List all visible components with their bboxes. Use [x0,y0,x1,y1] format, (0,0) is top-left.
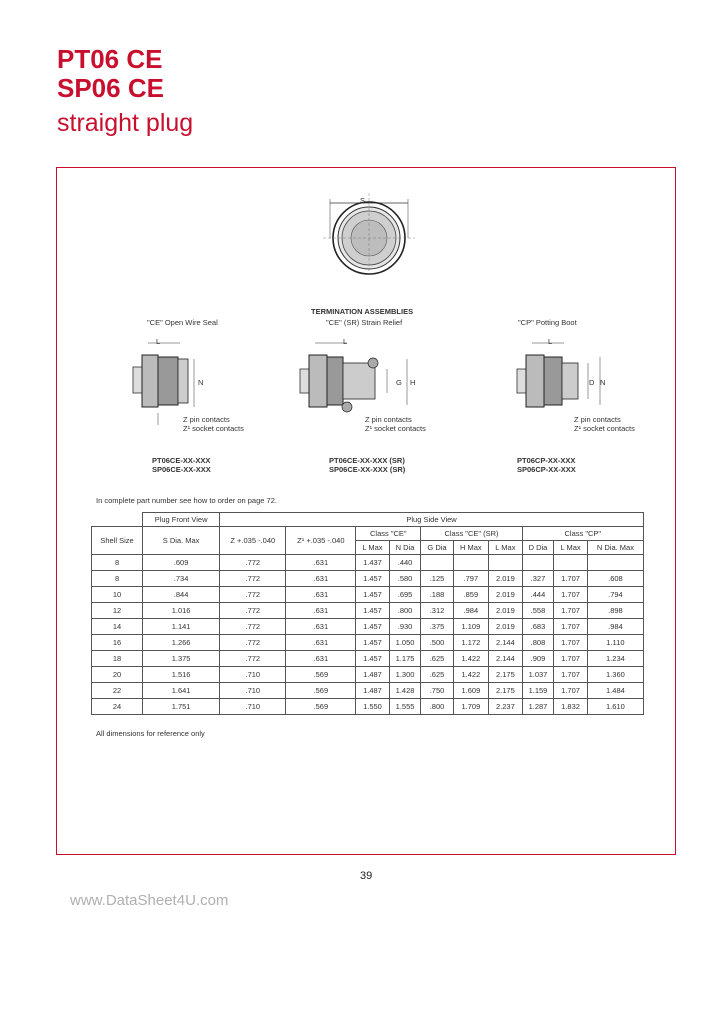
table-cell: .609 [143,555,220,571]
table-cell: 1.457 [356,651,390,667]
table-cell: 1.037 [522,667,554,683]
table-cell: 1.707 [554,587,588,603]
table-cell: 1.487 [356,683,390,699]
header-shell-size: Shell Size [92,527,143,555]
table-cell: .898 [587,603,643,619]
header-sr-l: L Max [489,541,523,555]
table-cell: 1.437 [356,555,390,571]
table-cell: 1.110 [587,635,643,651]
table-cell: 18 [92,651,143,667]
header-class-ce-sr: Class "CE" (SR) [421,527,522,541]
table-cell: .984 [453,603,489,619]
ce-part-pt: PT06CE-XX-XXX [152,456,211,465]
table-cell: 1.457 [356,603,390,619]
table-cell: 1.707 [554,651,588,667]
table-cell: .772 [220,555,286,571]
table-cell: 24 [92,699,143,715]
table-cell: .710 [220,667,286,683]
table-row [92,571,644,587]
table-cell: .558 [522,603,554,619]
ce-dim-n: N [198,378,204,387]
table-cell: 1.707 [554,619,588,635]
table-row [92,555,644,571]
table-cell [554,555,588,571]
header-plug-front: Plug Front View [143,513,220,527]
table-cell: .772 [220,619,286,635]
table-cell: 1.609 [453,683,489,699]
table-cell: 1.300 [389,667,421,683]
header-cp-l: L Max [554,541,588,555]
header-cp-d: D Dia [522,541,554,555]
table-cell: 1.422 [453,651,489,667]
table-cell: 2.175 [489,667,523,683]
table-cell: .984 [587,619,643,635]
table-row [92,635,644,651]
table-cell: .683 [522,619,554,635]
table-cell: .930 [389,619,421,635]
table-cell: 1.375 [143,651,220,667]
cp-dim-l: L [548,337,553,346]
table-row [92,683,644,699]
table-cell: 1.050 [389,635,421,651]
cp-part-sp: SP06CP-XX-XXX [517,465,576,474]
table-cell: 1.487 [356,667,390,683]
table-cell: .772 [220,635,286,651]
table-cell: 1.457 [356,619,390,635]
header-class-cp: Class "CP" [522,527,643,541]
table-cell: 1.172 [453,635,489,651]
header-cp-n: N Dia. Max [587,541,643,555]
table-cell: 1.707 [554,683,588,699]
table-cell: 10 [92,587,143,603]
front-view-drawing [318,193,418,275]
table-cell: 1.016 [143,603,220,619]
table-cell: 1.287 [522,699,554,715]
table-cell: 1.516 [143,667,220,683]
table-cell [522,555,554,571]
table-cell: .844 [143,587,220,603]
table-row [92,619,644,635]
ce-part-sp: SP06CE-XX-XXX [152,465,211,474]
ce-sr-dim-h: H [410,378,416,387]
table-cell: 2.019 [489,587,523,603]
ce-sr-part-pt: PT06CE-XX-XXX (SR) [329,456,405,465]
header-class-ce: Class "CE" [356,527,421,541]
ce-sr-dim-l: L [343,337,348,346]
table-cell: .859 [453,587,489,603]
table-cell: 1.109 [453,619,489,635]
blank-cell [92,513,143,527]
intro-text: In complete part number see how to order on page 72. [96,496,277,505]
table-cell: .750 [421,683,453,699]
label-cp: "CP" Potting Boot [518,318,577,327]
ce-sr-contacts-socket: Z¹ socket contacts [365,424,426,433]
table-cell: 14 [92,619,143,635]
table-cell: 2.019 [489,603,523,619]
table-row [92,587,644,603]
table-cell: 8 [92,555,143,571]
table-cell: 1.555 [389,699,421,715]
table-cell: 1.457 [356,587,390,603]
table-cell: 1.141 [143,619,220,635]
dimensions-table [91,512,644,715]
table-cell: 1.610 [587,699,643,715]
cp-contacts-socket: Z¹ socket contacts [574,424,635,433]
watermark: www.DataSheet4U.com [70,892,229,909]
table-cell: 1.707 [554,603,588,619]
cp-side-view-drawing [512,335,612,425]
header-plug-side: Plug Side View [220,513,644,527]
table-cell: 1.709 [453,699,489,715]
table-row [92,667,644,683]
table-cell: 1.175 [389,651,421,667]
cp-contacts-pin: Z pin contacts [574,415,621,424]
table-cell: .440 [389,555,421,571]
table-cell: .125 [421,571,453,587]
table-cell: 1.266 [143,635,220,651]
title-line-2: SP06 CE [57,73,164,103]
table-cell: .625 [421,667,453,683]
table-cell: .608 [587,571,643,587]
label-ce: "CE" Open Wire Seal [147,318,218,327]
ce-side-view-drawing [128,335,218,425]
table-cell: 1.428 [389,683,421,699]
table-cell: .500 [421,635,453,651]
table-cell: .794 [587,587,643,603]
table-cell: 1.360 [587,667,643,683]
table-cell: .444 [522,587,554,603]
table-cell: .631 [286,651,356,667]
header-ce-l: L Max [356,541,390,555]
table-cell: .625 [421,651,453,667]
table-cell: 1.641 [143,683,220,699]
table-cell: 1.751 [143,699,220,715]
header-ce-n: N Dia [389,541,421,555]
table-cell: .631 [286,587,356,603]
table-row [92,651,644,667]
table-cell: .734 [143,571,220,587]
section-title: TERMINATION ASSEMBLIES [311,307,414,316]
ce-contacts-socket: Z¹ socket contacts [183,424,244,433]
table-cell: 1.707 [554,635,588,651]
table-cell [587,555,643,571]
table-cell: 2.237 [489,699,523,715]
table-cell: .569 [286,683,356,699]
table-row [92,603,644,619]
table-cell [489,555,523,571]
front-dim-s: S [360,196,366,205]
cp-dim-n: N [600,378,606,387]
table-row [92,699,644,715]
header-s-dia: S Dia. Max [143,527,220,555]
table-cell: 8 [92,571,143,587]
table-cell: .327 [522,571,554,587]
title-line-1: PT06 CE [57,44,163,74]
table-cell: 1.832 [554,699,588,715]
table-cell: .710 [220,683,286,699]
table-cell: 2.144 [489,651,523,667]
table-cell: 2.144 [489,635,523,651]
ce-dim-l: L [156,337,161,346]
table-cell: .631 [286,603,356,619]
table-cell [453,555,489,571]
table-cell: .772 [220,603,286,619]
table-cell: .580 [389,571,421,587]
table-cell: .631 [286,619,356,635]
table-cell: .797 [453,571,489,587]
table-cell: 22 [92,683,143,699]
ce-contacts-pin: Z pin contacts [183,415,230,424]
label-ce-sr: "CE" (SR) Strain Relief [326,318,403,327]
table-cell: .631 [286,571,356,587]
table-cell: 1.707 [554,571,588,587]
table-cell: .375 [421,619,453,635]
table-cell: .569 [286,667,356,683]
table-body [92,555,644,715]
table-cell: .695 [389,587,421,603]
table-cell: .710 [220,699,286,715]
table-cell: .631 [286,555,356,571]
table-cell: 2.175 [489,683,523,699]
table-cell: .772 [220,571,286,587]
header-z: Z +.035 -.040 [220,527,286,555]
table-cell: .800 [421,699,453,715]
table-cell [421,555,453,571]
table-cell: 20 [92,667,143,683]
table-cell: 1.422 [453,667,489,683]
table-cell: .772 [220,587,286,603]
table-cell: .808 [522,635,554,651]
page-number: 39 [360,870,373,882]
cp-dim-d: D [589,378,595,387]
table-cell: .188 [421,587,453,603]
header-sr-g: G Dia [421,541,453,555]
header-z1: Z¹ +.035 -.040 [286,527,356,555]
header-sr-h: H Max [453,541,489,555]
table-cell: .800 [389,603,421,619]
table-cell: 1.234 [587,651,643,667]
ce-sr-part-sp: SP06CE-XX-XXX (SR) [329,465,406,474]
reference-note: All dimensions for reference only [96,729,205,738]
table-cell: 16 [92,635,143,651]
table-cell: 1.550 [356,699,390,715]
table-cell: 1.707 [554,667,588,683]
table-cell: 12 [92,603,143,619]
table-cell: .569 [286,699,356,715]
table-cell: 1.457 [356,635,390,651]
cp-part-pt: PT06CP-XX-XXX [517,456,576,465]
table-cell: .909 [522,651,554,667]
table-cell: .631 [286,635,356,651]
table-cell: .772 [220,651,286,667]
ce-sr-dim-g: G [396,378,402,387]
table-cell: 2.019 [489,619,523,635]
table-cell: .312 [421,603,453,619]
table-cell: 1.159 [522,683,554,699]
table-cell: 1.457 [356,571,390,587]
table-cell: 1.484 [587,683,643,699]
ce-sr-contacts-pin: Z pin contacts [365,415,412,424]
subtitle: straight plug [57,109,194,137]
table-cell: 2.019 [489,571,523,587]
